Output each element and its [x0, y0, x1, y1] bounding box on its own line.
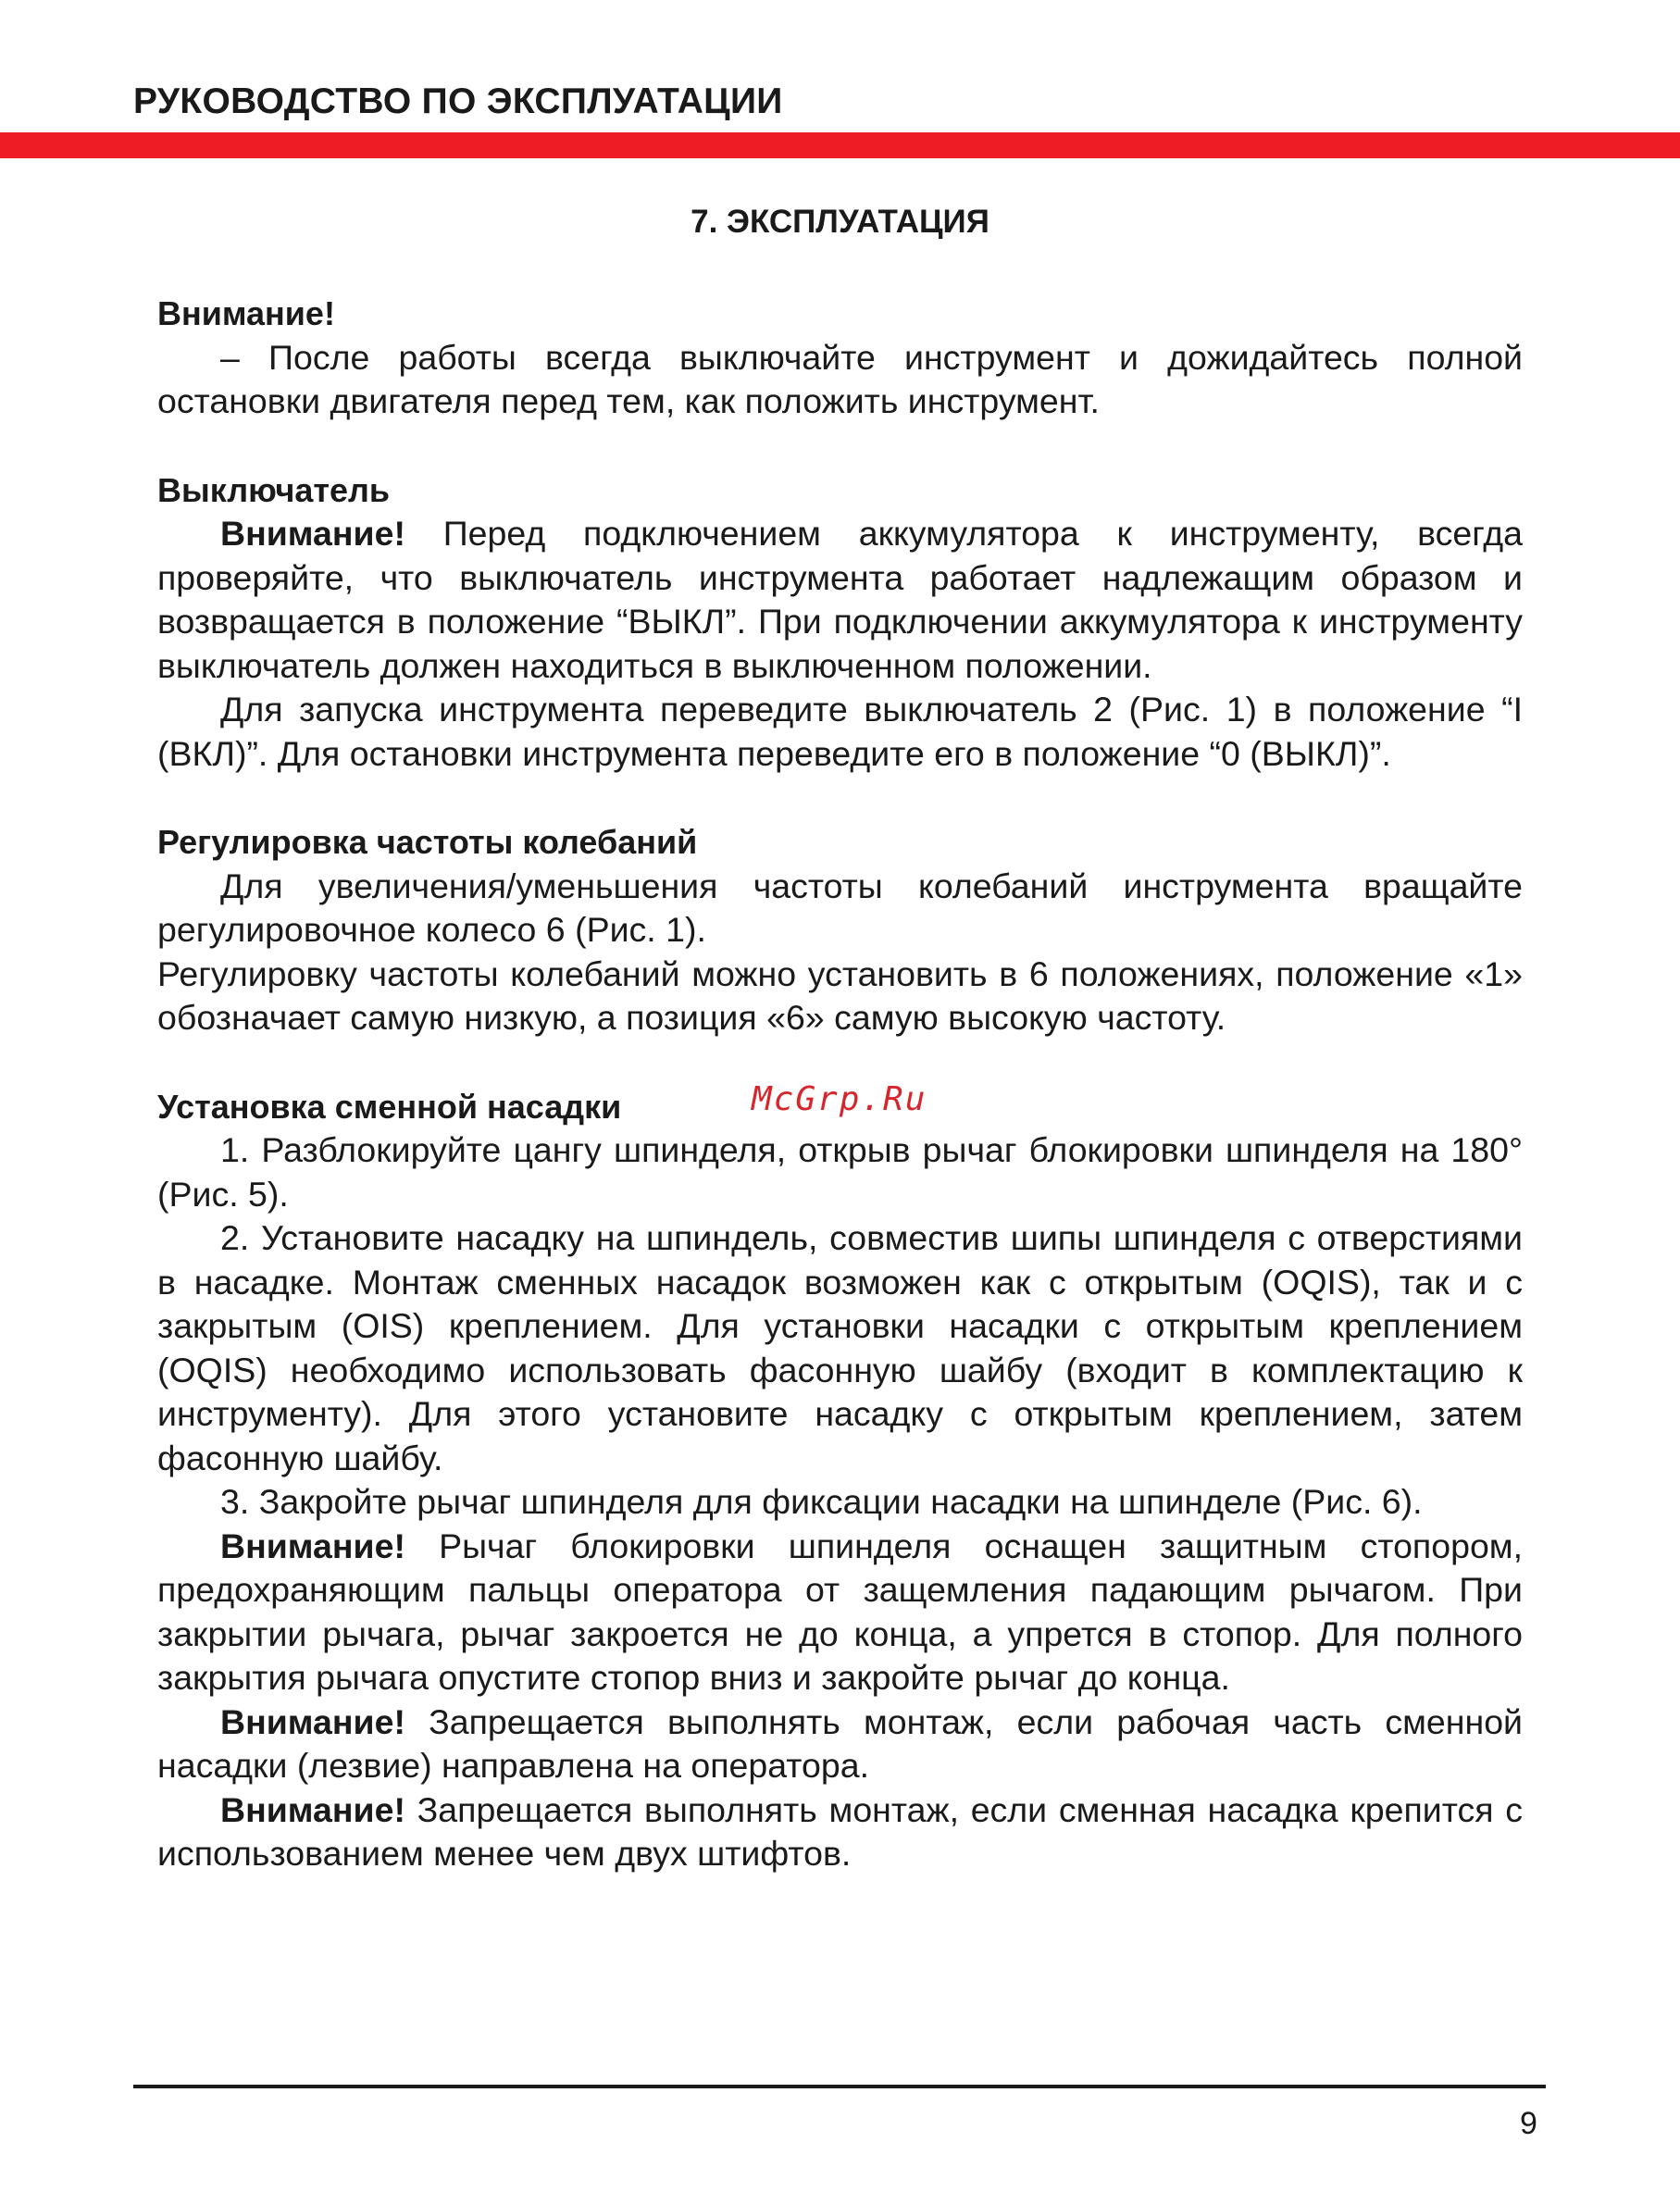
- footer-divider: [133, 2085, 1546, 2088]
- attachment-warning-2: [157, 1700, 1523, 1788]
- switch-paragraph-1: [157, 512, 1523, 688]
- switch-warning-label: Внимание!: [220, 514, 405, 553]
- attachment-step-1: 1. Разблокируйте цангу шпинделя, открыв рычаг блокировки шпинделя на 180°(Рис. 5).: [157, 1130, 1523, 1214]
- attachment-warning-1-text: Рычаг блокировки шпинделя оснащен защитным стопором, предохраняющим пальцы оператора от защемления падающим рычагом. При закрытии рычага, рычаг закроется не до конца, а упрется в стопор. Для полного закрытия рычага опустите стопор вниз и закройте рычаг до конца.: [157, 1526, 1523, 1697]
- watermark-text: McGrp.Ru: [752, 1080, 927, 1118]
- attachment-warning-2-label: Внимание!: [220, 1701, 405, 1741]
- attachment-warning-3-label: Внимание!: [220, 1789, 405, 1829]
- header-red-bar: [0, 132, 1680, 158]
- section-title: [0, 204, 1680, 241]
- switch-paragraph-2: Для запуска инструмента переведите выключатель 2 (Рис. 1) в положение “I (ВКЛ)”. Для остановки инструмента переведите его в положение “0 (ВЫКЛ)”.: [157, 690, 1523, 773]
- document-header-title: РУКОВОДСТВО ПО ЭКСПЛУАТАЦИИ: [133, 81, 783, 121]
- switch-heading: Выключатель: [157, 470, 391, 509]
- attachment-warning-3: [157, 1788, 1523, 1876]
- attention-paragraph: – После работы всегда выключайте инструмент и дожидайтесь полной остановки двигателя перед тем, как положить инструмент.: [157, 337, 1523, 420]
- attachment-heading: Установка сменной насадки: [157, 1087, 622, 1126]
- page-number: 9: [1520, 2106, 1537, 2141]
- attachment-warning-3-text: Запрещается выполнять монтаж, если сменная насадка крепится с использованием менее чем двух штифтов.: [157, 1789, 1523, 1873]
- attachment-warning-2-text: Запрещается выполнять монтаж, если рабочая часть сменной насадки (лезвие) направлена на оператора.: [157, 1701, 1523, 1785]
- frequency-paragraph-1: Для увеличения/уменьшения частоты колебаний инструмента вращайте регулировочное колесо 6 (Рис. 1).: [157, 866, 1523, 949]
- attachment-step-3: 3. Закройте рычаг шпинделя для фиксации насадки на шпинделе (Рис. 6).: [220, 1482, 1423, 1521]
- switch-warning-text: Перед подключением аккумулятора к инструменту, всегда проверяйте, что выключатель инструмента работает надлежащим образом и возвращается в положение “ВЫКЛ”. При подключении аккумулятора к инструменту выключатель должен находиться в выключенном положении.: [157, 514, 1523, 685]
- attachment-warning-1-label: Внимание!: [220, 1526, 405, 1565]
- frequency-heading: Регулировка частоты колебаний: [157, 823, 698, 861]
- attachment-step-2: 2. Установите насадку на шпиндель, совместив шипы шпинделя с отверстиями в насадке. Монтаж сменных насадок возможен как с открытым (OQIS), так и с закрытым (OIS) креплением. Для установки насадки с открытым креплением (OQIS) необходимо использовать фасонную шайбу (входит в комплектацию к инструменту). Для этого установите насадку с открытым креплением, затем фасонную шайбу.: [157, 1218, 1523, 1477]
- frequency-paragraph-2: Регулировку частоты колебаний можно установить в 6 положениях, положение «1» обозначает самую низкую, а позиция «6» самую высокую частоту.: [157, 953, 1523, 1037]
- attention-heading: Внимание!: [157, 294, 335, 332]
- attachment-warning-1: [157, 1525, 1523, 1700]
- section-title-text: 7. ЭКСПЛУАТАЦИЯ: [691, 204, 989, 240]
